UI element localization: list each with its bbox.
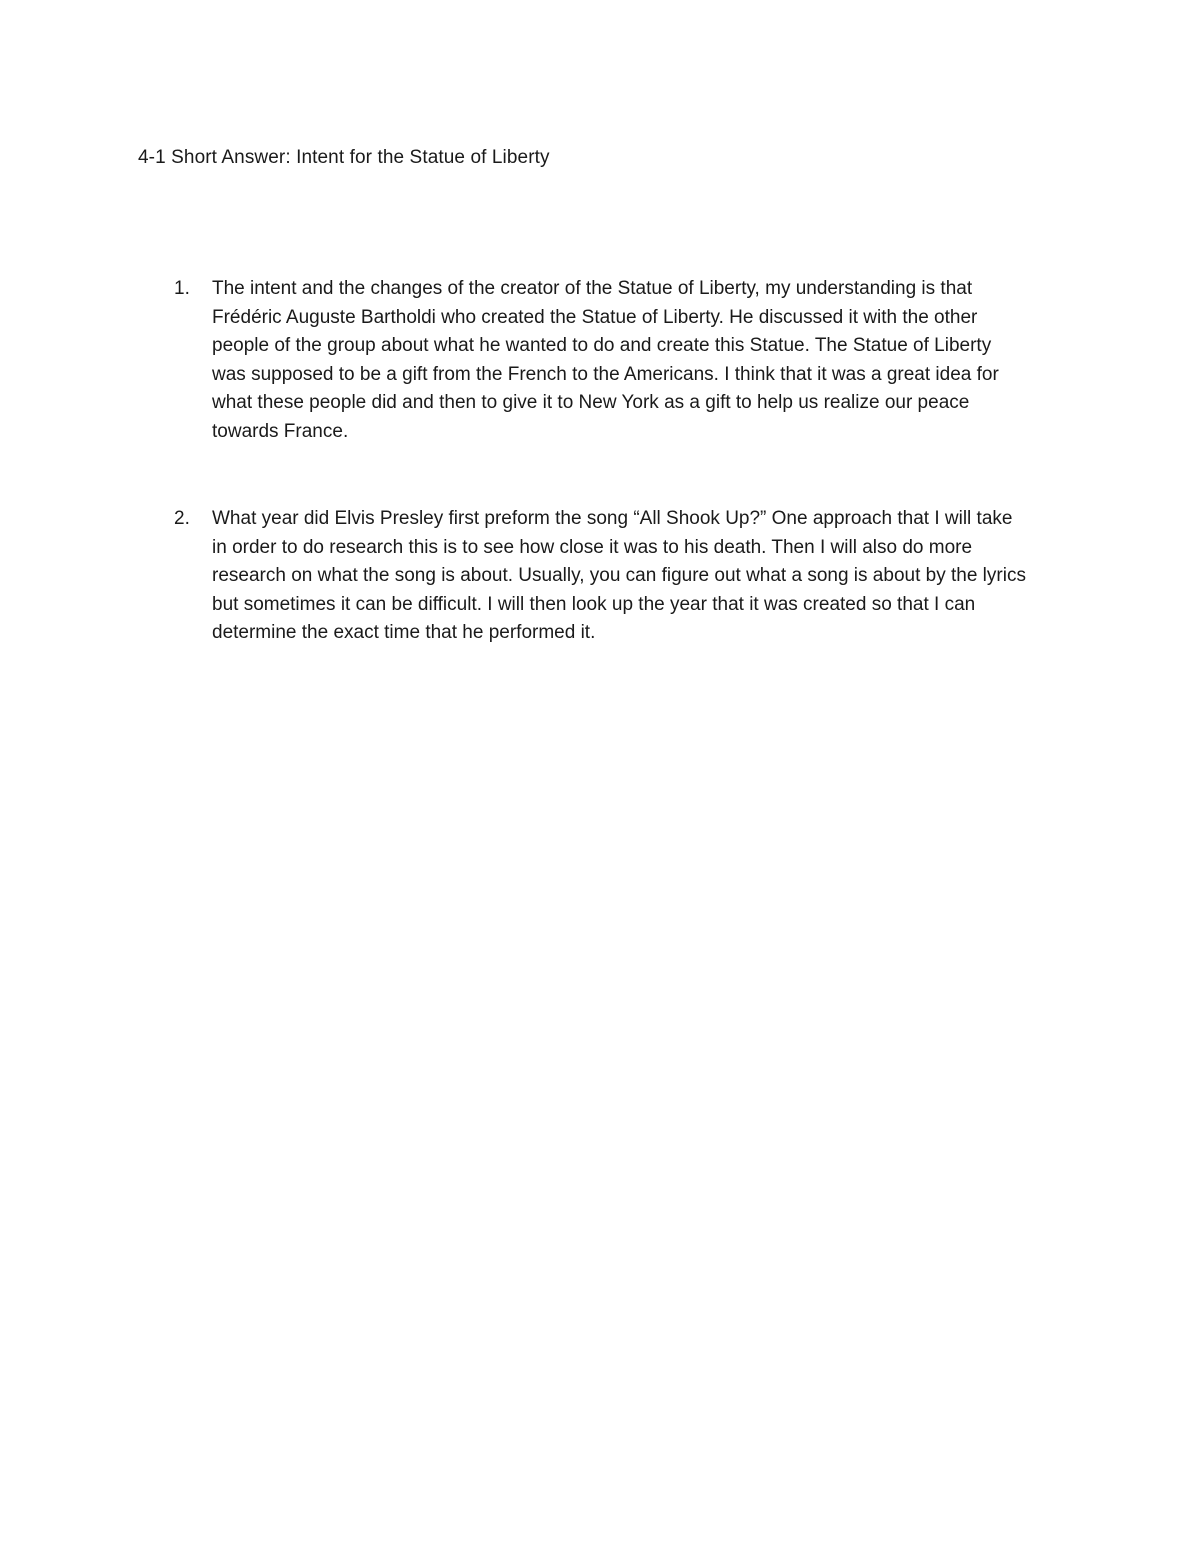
answer-number: 2.: [174, 508, 190, 529]
answer-line: research on what the song is about. Usually, you can figure out what a song is about by the lyrics: [212, 565, 1026, 586]
answer-item: [0, 275, 1200, 446]
answer-line: The intent and the changes of the creator of the Statue of Liberty, my understanding is that: [212, 278, 973, 299]
document-title: 4-1 Short Answer: Intent for the Statue of Liberty: [138, 147, 550, 168]
answer-list-item-2: [0, 505, 1200, 648]
answer-list-item-1: [0, 275, 1200, 446]
answer-line: What year did Elvis Presley first preform the song “All Shook Up?” One approach that I will take: [212, 508, 1013, 529]
answer-line: what these people did and then to give it to New York as a gift to help us realize our peace: [212, 392, 970, 413]
answer-line: people of the group about what he wanted to do and create this Statue. The Statue of Liberty: [212, 335, 992, 356]
answer-line: towards France.: [212, 420, 349, 442]
answer-line: Frédéric Auguste Bartholdi who created the Statue of Liberty. He discussed it with the other: [212, 306, 978, 328]
answer-line: determine the exact time that he performed it.: [212, 622, 596, 643]
answer-line: but sometimes it can be difficult. I will then look up the year that it was created so that I can: [212, 593, 976, 615]
answer-number: 1.: [174, 278, 190, 299]
answer-item: [0, 505, 1200, 648]
answer-line: was supposed to be a gift from the French to the Americans. I think that it was a great idea for: [212, 363, 999, 385]
answer-line: in order to do research this is to see how close it was to his death. Then I will also do more: [212, 536, 973, 558]
